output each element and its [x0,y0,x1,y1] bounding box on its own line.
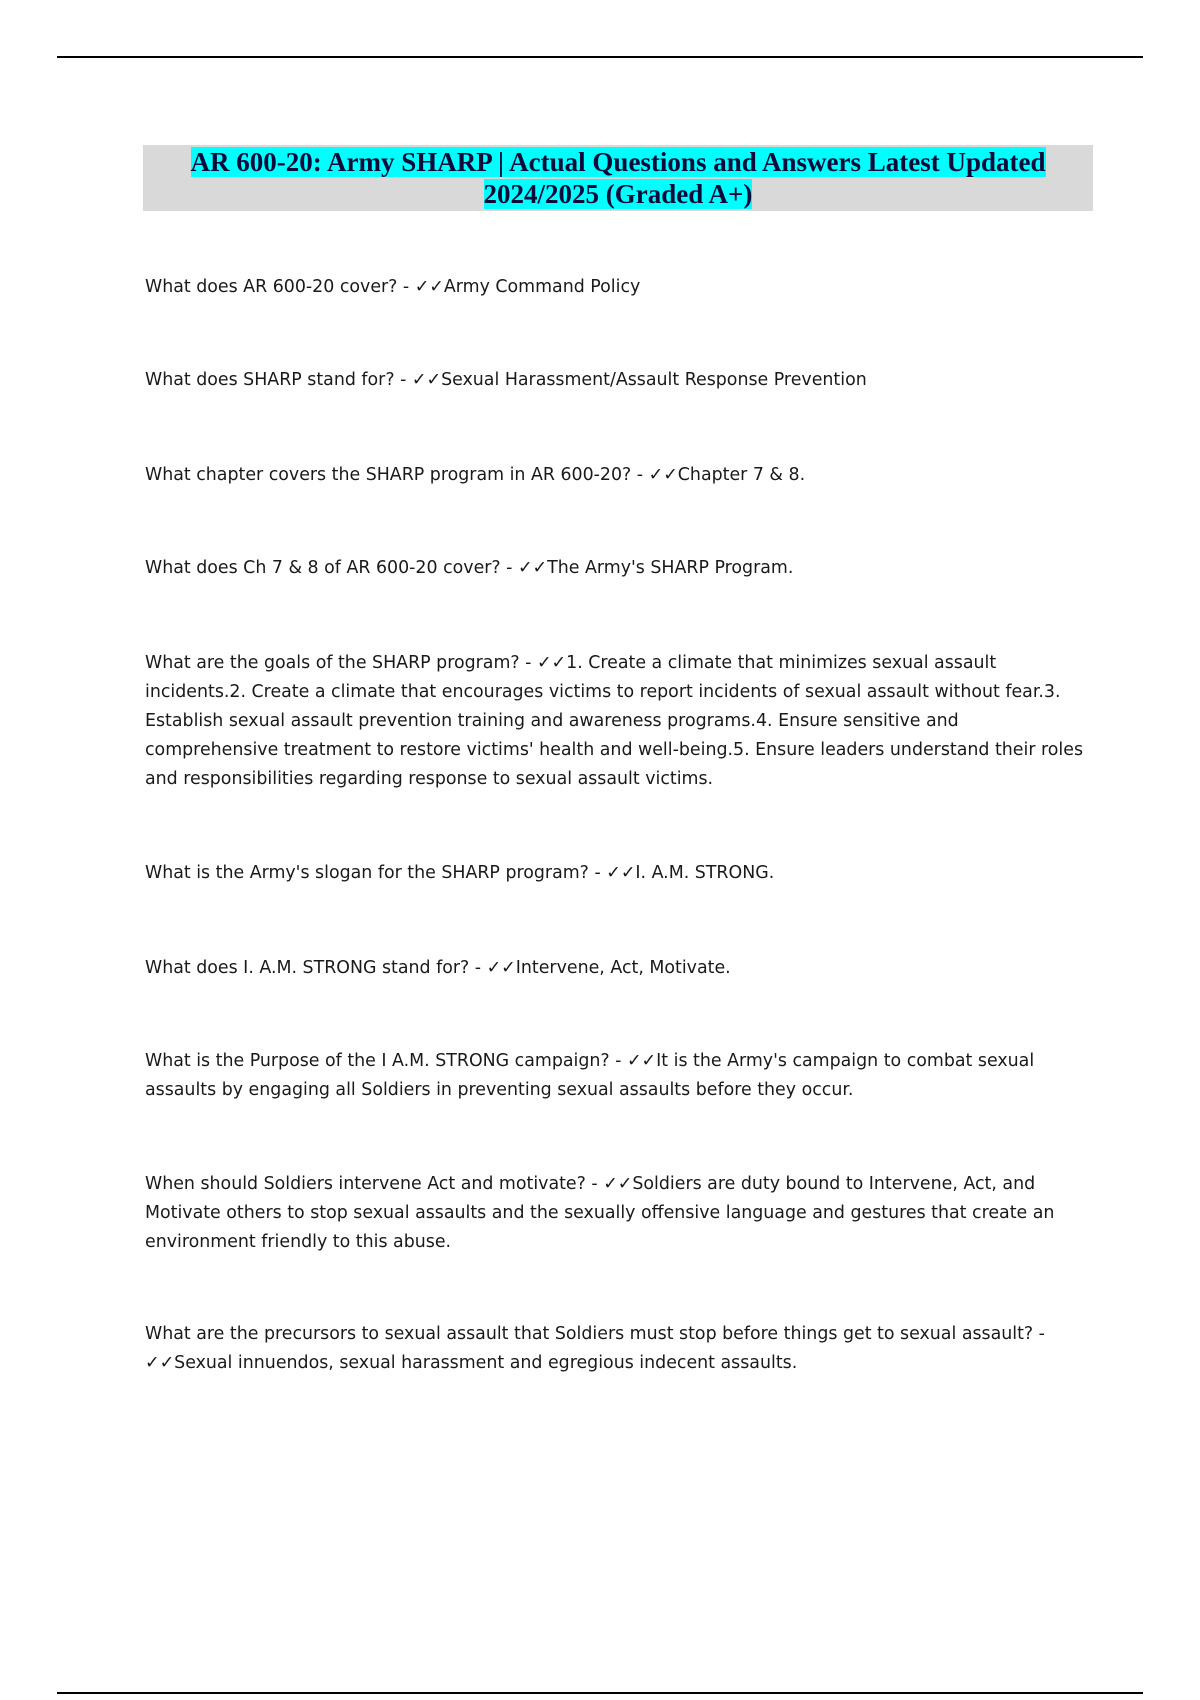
question-text: What does SHARP stand for? - [145,370,412,390]
answer-text: Intervene, Act, Motivate. [515,958,731,978]
question-text: What does Ch 7 & 8 of AR 600-20 cover? - [145,558,518,578]
qa-item [145,366,1095,395]
question-text: What does AR 600-20 cover? - [145,277,415,297]
qa-item [145,273,1095,302]
double-check-icon: ✓✓ [626,1051,657,1071]
question-text: When should Soldiers intervene Act and motivate? - [145,1174,604,1194]
answer-text: It is the Army's campaign to combat sexual assaults by engaging all Soldiers in preventing sexual assaults before they occur. [145,1051,1035,1100]
title-line-1: AR 600-20: Army SHARP | Actual Questions and Answers Latest Updated [190,147,1046,177]
qa-item [145,649,1095,794]
answer-text: Army Command Policy [443,277,641,297]
header-rule [57,56,1143,58]
document-title-box [143,145,1093,211]
question-text: What chapter covers the SHARP program in AR 600-20? - [145,465,649,485]
answer-text: Soldiers are duty bound to Intervene, Act, and Motivate others to stop sexual assaults and the sexually offensive language and gestures that create an environment friendly to this abuse. [145,1174,1055,1252]
double-check-icon: ✓✓ [648,465,678,485]
answer-text: Sexual Harassment/Assault Response Prevention [441,370,867,390]
double-check-icon: ✓✓ [536,653,567,673]
footer-rule [57,1692,1143,1694]
question-text: What does I. A.M. STRONG stand for? - [145,958,487,978]
question-text: What is the Purpose of the I A.M. STRONG campaign? - [145,1051,627,1071]
double-check-icon: ✓✓ [486,958,516,978]
answer-text: The Army's SHARP Program. [547,558,794,578]
answer-text: Chapter 7 & 8. [677,465,806,485]
qa-item [145,554,1095,583]
qa-item [145,461,1095,490]
question-text: What is the Army's slogan for the SHARP program? - [145,863,607,883]
double-check-icon: ✓✓ [517,558,548,578]
double-check-icon: ✓✓ [606,863,636,883]
answer-text: Sexual innuendos, sexual harassment and egregious indecent assaults. [174,1353,798,1373]
double-check-icon: ✓✓ [411,370,442,390]
double-check-icon: ✓✓ [145,1353,175,1373]
qa-item [145,1047,1095,1105]
title-line-2: 2024/2025 (Graded A+) [483,179,753,209]
answer-text: I. A.M. STRONG. [635,863,775,883]
question-text: What are the goals of the SHARP program? - [145,653,537,673]
question-text: What are the precursors to sexual assault that Soldiers must stop before things get to sexual assault? - [145,1324,1045,1344]
qa-item [145,859,1095,888]
document-title [143,145,1093,210]
qa-item [145,954,1095,983]
qa-item [145,1320,1095,1378]
qa-item [145,1170,1095,1257]
double-check-icon: ✓✓ [603,1174,633,1194]
answer-text: 1. Create a climate that minimizes sexual assault incidents.2. Create a climate that encourages victims to report incidents of sexual assault without fear.3. Establish sexual assault prevention training and awareness programs.4. Ensure sensitive and comprehensive treatment to restore victims' health and well-being.5. Ensure leaders understand their roles and responsibilities regarding response to sexual assault victims. [145,653,1084,789]
double-check-icon: ✓✓ [414,277,444,297]
